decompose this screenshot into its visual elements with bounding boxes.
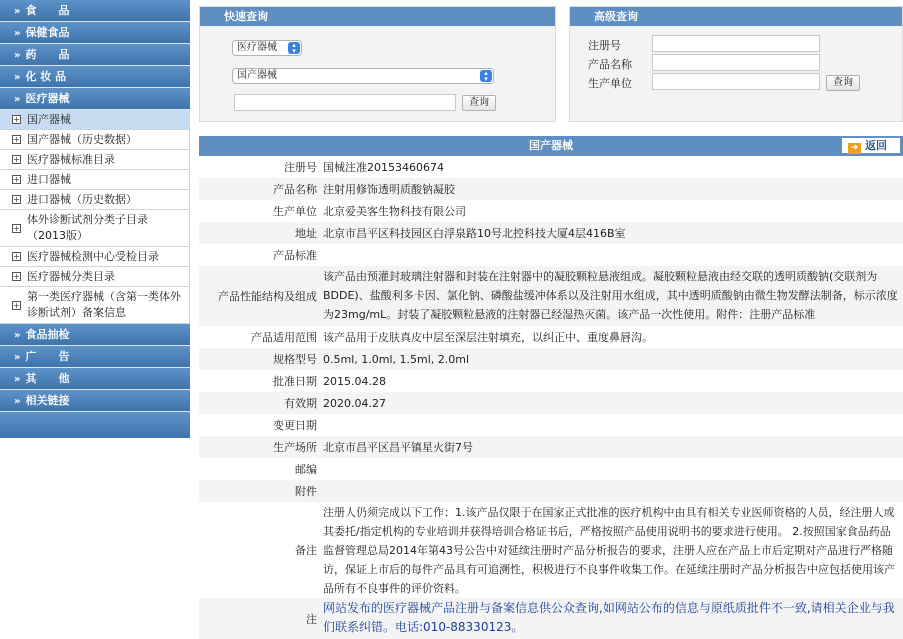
detail-key: 产品性能结构及组成 <box>218 290 317 303</box>
detail-value <box>321 414 903 436</box>
sidebar-item-domestic-devices[interactable] <box>0 110 190 130</box>
detail-row-address <box>199 222 903 244</box>
detail-key: 产品标准 <box>273 249 317 262</box>
keyword-input[interactable] <box>234 94 456 111</box>
advanced-search-button[interactable]: 查询 <box>826 75 860 91</box>
detail-value: 0.5ml, 1.0ml, 1.5ml, 2.0ml <box>323 352 470 366</box>
reg-number-input[interactable] <box>652 35 820 52</box>
sidebar-item-label: 进口器械 <box>27 173 71 186</box>
detail-row-attachment <box>199 480 903 502</box>
expand-plus-icon: + <box>13 155 20 164</box>
database-select[interactable] <box>232 68 494 84</box>
sidebar-item-label: 体外诊断试剂分类子目录（2013版） <box>27 213 148 242</box>
detail-table <box>199 136 903 639</box>
sidebar-item-label: 医疗器械标准目录 <box>27 153 115 166</box>
category-select-value: 医疗器械 <box>237 42 277 53</box>
detail-key: 邮编 <box>295 463 317 476</box>
sidebar-category-label: 广 告 <box>25 350 70 363</box>
detail-row-valid-until <box>199 392 903 414</box>
sidebar-item-label: 国产器械 <box>27 113 71 126</box>
detail-note-value: 网站发布的医疗器械产品注册与备案信息供公众查询,如网站公布的信息与原纸质批件不一致,请相关企业与我们联系纠错。电话:010-88330123。 <box>323 601 895 634</box>
expand-plus-icon: + <box>13 195 20 204</box>
detail-row-approval-date <box>199 370 903 392</box>
detail-value: 国械注准20153460674 <box>323 161 444 174</box>
expand-plus-icon: + <box>13 175 20 184</box>
detail-key: 产品适用范围 <box>251 331 317 344</box>
detail-key: 有效期 <box>284 397 317 410</box>
sidebar-item-imported-devices[interactable] <box>0 170 190 190</box>
detail-key: 规格型号 <box>273 353 317 366</box>
expand-plus-icon: + <box>13 135 20 144</box>
detail-value <box>321 480 903 502</box>
expand-plus-icon: + <box>13 272 20 281</box>
product-name-input[interactable] <box>652 54 820 71</box>
expand-plus-icon: + <box>13 300 20 310</box>
advanced-search-panel <box>569 6 903 122</box>
double-arrow-icon: » <box>14 352 21 363</box>
detail-header <box>199 136 903 156</box>
double-arrow-icon: » <box>14 50 21 61</box>
quick-search-panel <box>199 6 556 122</box>
detail-value: 该产品用于皮肤真皮中层至深层注射填充，以纠正中、重度鼻唇沟。 <box>323 331 653 344</box>
double-arrow-icon: » <box>14 374 21 385</box>
detail-key: 备注 <box>295 544 317 557</box>
double-arrow-icon: » <box>14 6 21 17</box>
detail-rows <box>199 156 903 639</box>
detail-value: 注射用修饰透明质酸钠凝胶 <box>323 183 455 196</box>
sidebar-category-food-sampling[interactable] <box>0 324 190 346</box>
detail-row-postcode <box>199 458 903 480</box>
sidebar-footer-bar <box>0 412 190 438</box>
detail-key: 生产场所 <box>273 441 317 454</box>
sidebar-category-other[interactable] <box>0 368 190 390</box>
detail-key: 批准日期 <box>273 375 317 388</box>
sidebar-item-label: 医疗器械检测中心受检目录 <box>27 250 159 263</box>
detail-key: 注 <box>306 613 317 626</box>
category-select[interactable] <box>232 40 302 56</box>
sidebar-category-label: 食品抽检 <box>25 328 70 341</box>
quick-search-button[interactable]: 查询 <box>462 95 496 111</box>
sidebar-item-device-standards[interactable] <box>0 150 190 170</box>
detail-value: 2020.04.27 <box>323 396 386 410</box>
manufacturer-input[interactable] <box>652 73 820 90</box>
sidebar-item-label: 医疗器械分类目录 <box>27 270 115 283</box>
reg-number-label: 注册号 <box>588 39 621 52</box>
main-content <box>199 0 903 639</box>
detail-key: 生产单位 <box>273 205 317 218</box>
detail-row-standard <box>199 244 903 266</box>
detail-row-manufacturer <box>199 200 903 222</box>
detail-value: 2015.04.28 <box>323 374 386 388</box>
sidebar-category-drugs[interactable] <box>0 44 190 66</box>
detail-key: 地址 <box>295 227 317 240</box>
sidebar-item-device-classification[interactable] <box>0 267 190 287</box>
detail-key: 变更日期 <box>273 419 317 432</box>
sidebar-item-ivd-classification[interactable] <box>0 210 190 247</box>
database-select-value: 国产器械 <box>237 70 277 81</box>
sidebar-category-food[interactable] <box>0 0 190 22</box>
sidebar-item-testing-center-catalog[interactable] <box>0 247 190 267</box>
detail-row-reg-number <box>199 156 903 178</box>
sidebar-item-imported-devices-history[interactable] <box>0 190 190 210</box>
detail-value: 该产品由预灌封玻璃注射器和封装在注射器中的凝胶颗粒悬液组成。凝胶颗粒悬液由经交联的透明质酸钠(交联剂为BDDE)、盐酸利多卡因、氯化钠、磷酸盐缓冲体系以及注射用水组成，其中透明质酸钠由微生物发酵法制备，标示浓度为23mg/mL。封装了凝胶颗粒悬液的注射器已经湿热灭菌。该产品一次性使用。附件：注册产品标准 <box>323 270 898 321</box>
sidebar-item-domestic-devices-history[interactable] <box>0 130 190 150</box>
detail-value: 北京市昌平区昌平镇星火街7号 <box>323 441 473 454</box>
detail-row-change-date <box>199 414 903 436</box>
detail-row-note <box>199 598 903 639</box>
arrow-right-icon: ➜ <box>848 143 861 154</box>
sidebar-item-label: 第一类医疗器械（含第一类体外诊断试剂）备案信息 <box>27 290 181 319</box>
sidebar-category-label: 食 品 <box>25 4 70 17</box>
sidebar-item-label: 国产器械（历史数据） <box>27 133 137 146</box>
quick-search-title: 快速查询 <box>200 7 555 26</box>
detail-value: 北京市昌平区科技园区白浮泉路10号北控科技大厦4层416B室 <box>323 227 626 240</box>
double-arrow-icon: » <box>14 72 21 83</box>
advanced-search-title: 高级查询 <box>570 7 902 26</box>
sidebar-item-label: 进口器械（历史数据） <box>27 193 137 206</box>
detail-row-scope <box>199 326 903 348</box>
double-arrow-icon: » <box>14 94 21 105</box>
manufacturer-label: 生产单位 <box>588 77 632 90</box>
sidebar-category-label: 化 妆 品 <box>25 70 67 83</box>
sidebar-category-links[interactable] <box>0 390 190 412</box>
product-name-label: 产品名称 <box>588 58 632 71</box>
sidebar <box>0 0 190 639</box>
sidebar-category-label: 保健食品 <box>25 26 70 39</box>
sidebar-item-class-one-filing[interactable] <box>0 287 190 324</box>
detail-value <box>321 244 903 266</box>
detail-value <box>321 458 903 480</box>
detail-key: 产品名称 <box>273 183 317 196</box>
double-arrow-icon: » <box>14 396 21 407</box>
sidebar-category-label: 相关链接 <box>25 394 70 407</box>
sidebar-category-cosmetics[interactable] <box>0 66 190 88</box>
detail-row-spec <box>199 348 903 370</box>
sidebar-category-label: 其 他 <box>25 372 70 385</box>
detail-row-product-name <box>199 178 903 200</box>
expand-plus-icon: + <box>13 252 20 261</box>
sidebar-category-health-food[interactable] <box>0 22 190 44</box>
detail-row-site <box>199 436 903 458</box>
detail-key: 注册号 <box>284 161 317 174</box>
back-button-label: 返回 <box>865 139 887 152</box>
sidebar-category-medical-devices[interactable] <box>0 88 190 110</box>
detail-value: 北京爱美客生物科技有限公司 <box>323 205 466 218</box>
detail-title: 国产器械 <box>529 139 573 152</box>
expand-plus-icon: + <box>13 115 20 124</box>
detail-value: 注册人仍须完成以下工作：1.该产品仅限于在国家正式批准的医疗机构中由具有相关专业医师资格的人员，经注册人或其委托/指定机构的专业培训并获得培训合格证书后，严格按照产品使用说明书的要求进行使用。 2.按照国家食品药品监督管理总局2014年第43号公告中对延续注册时产品分析报告的要求，注册人应在产品上市后定期对产品进行严格随访，保证上市后的每件产品具有可追溯性，积极进行不良事件收集工作。在延续注册时产品分析报告中应包括使用该产品所有不良事件的评价资料。 <box>323 506 895 595</box>
detail-key: 附件 <box>295 485 317 498</box>
sidebar-category-label: 药 品 <box>25 48 70 61</box>
back-button[interactable] <box>841 137 901 154</box>
select-arrows-icon: ▴ ▾ <box>480 70 492 82</box>
select-arrows-icon: ▴ ▾ <box>288 42 300 54</box>
expand-plus-icon: + <box>13 223 20 233</box>
sidebar-category-ads[interactable] <box>0 346 190 368</box>
detail-row-composition <box>199 266 903 326</box>
sidebar-category-label: 医疗器械 <box>25 92 70 105</box>
double-arrow-icon: » <box>14 330 21 341</box>
detail-row-remarks <box>199 502 903 598</box>
double-arrow-icon: » <box>14 28 21 39</box>
